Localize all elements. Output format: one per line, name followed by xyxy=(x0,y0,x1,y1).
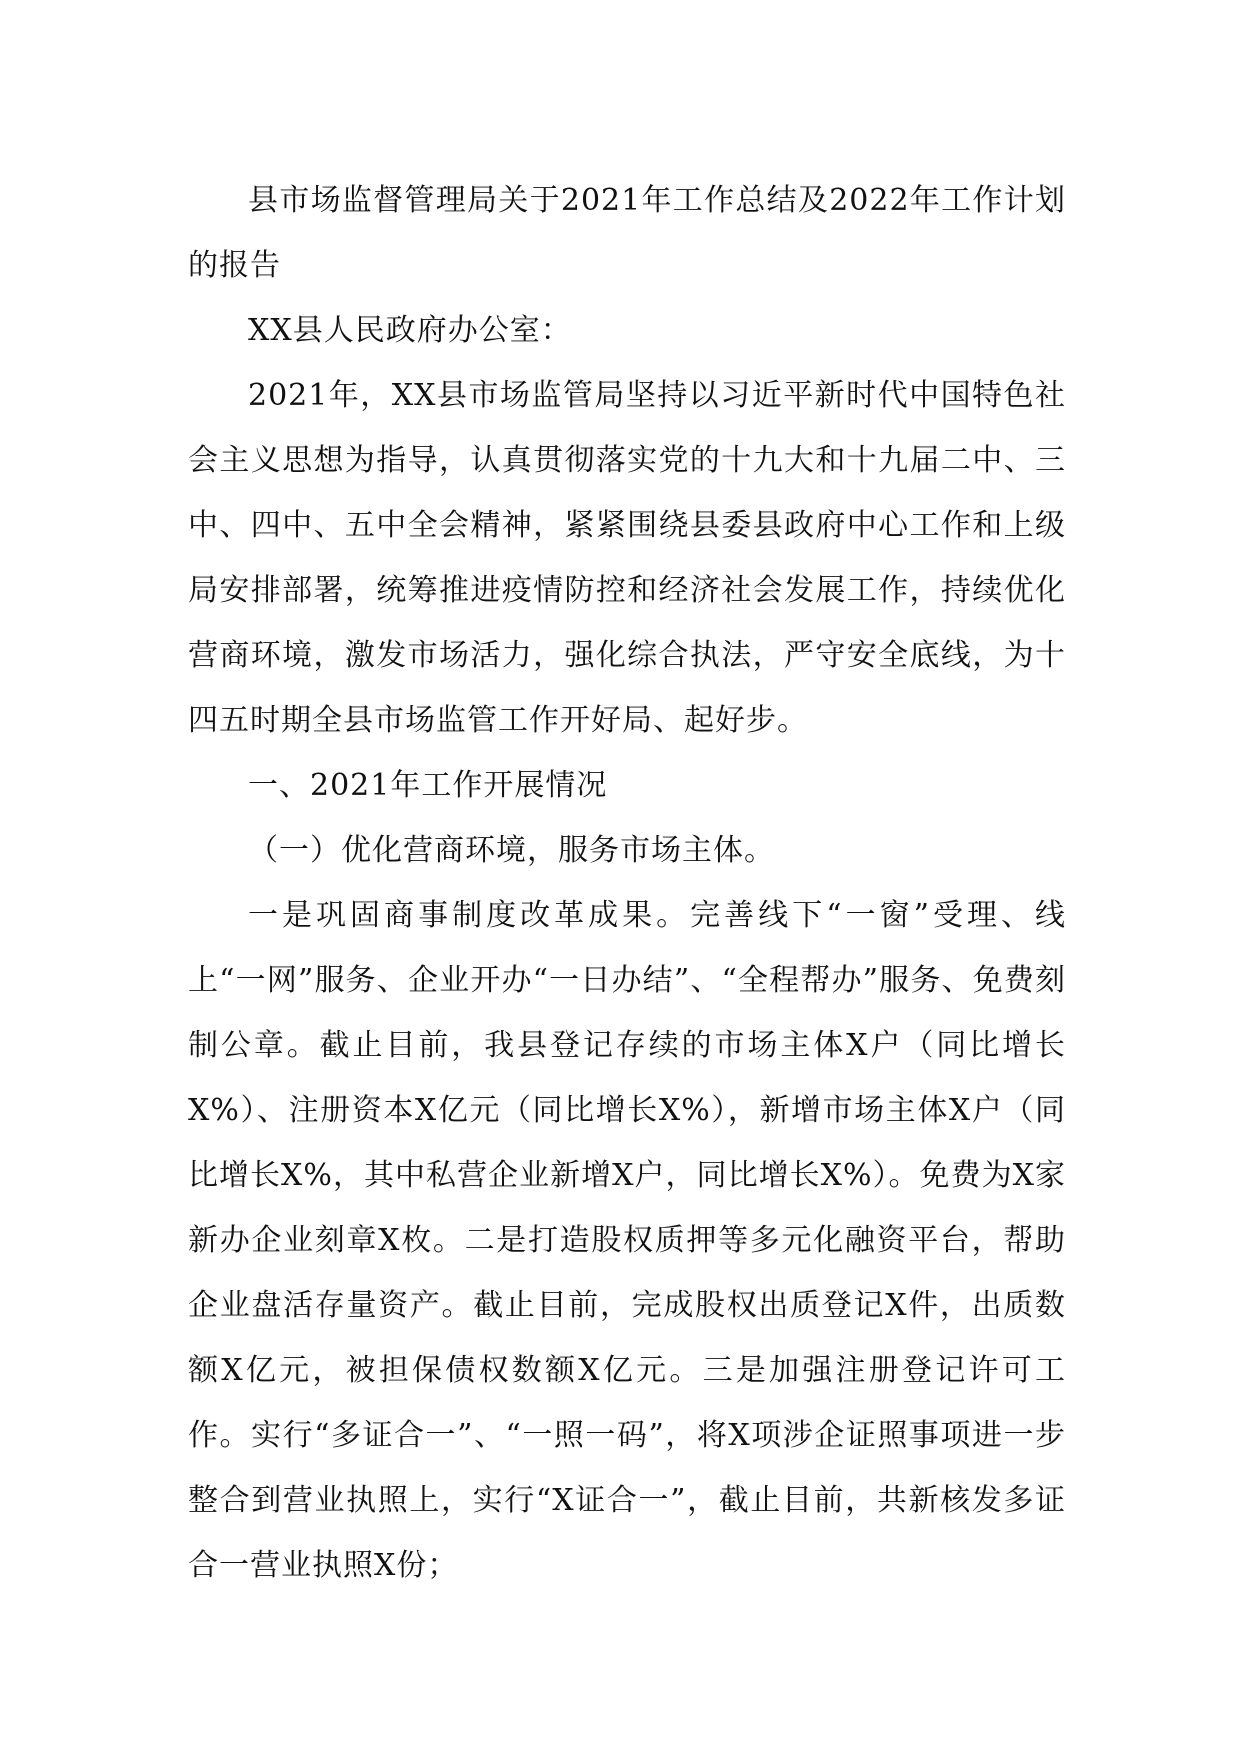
document-title: 县市场监督管理局关于2021年工作总结及2022年工作计划的报告 xyxy=(188,183,1066,283)
subsection-heading: （一）优化营商环境，服务市场主体。 xyxy=(248,833,775,868)
section-heading: 一、2021年工作开展情况 xyxy=(248,768,608,803)
document-body xyxy=(188,168,1066,1598)
salutation: XX县人民政府办公室： xyxy=(248,313,572,348)
body-paragraph: 一是巩固商事制度改革成果。完善线下“一窗”受理、线上“一网”服务、企业开办“一日办结”、“全程帮办”服务、免费刻制公章。截止目前，我县登记存续的市场主体X户（同比增长X%）、注册资本X亿元（同比增长X%），新增市场主体X户（同比增长X%，其中私营企业新增X户，同比增长X%）。免费为X家新办企业刻章X枚。二是打造股权质押等多元化融资平台，帮助企业盘活存量资产。截止目前，完成股权出质登记X件，出质数额X亿元，被担保债权数额X亿元。三是加强注册登记许可工作。实行“多证合一”、“一照一码”，将X项涉企证照事项进一步整合到营业执照上，实行“X证合一”，截止目前，共新核发多证合一营业执照X份； xyxy=(188,898,1066,1583)
intro-paragraph: 2021年，XX县市场监管局坚持以习近平新时代中国特色社会主义思想为指导，认真贯彻落实党的十九大和十九届二中、三中、四中、五中全会精神，紧紧围绕县委县政府中心工作和上级局安排部署，统筹推进疫情防控和经济社会发展工作，持续优化营商环境，激发市场活力，强化综合执法，严守安全底线，为十四五时期全县市场监管工作开好局、起好步。 xyxy=(188,378,1066,738)
